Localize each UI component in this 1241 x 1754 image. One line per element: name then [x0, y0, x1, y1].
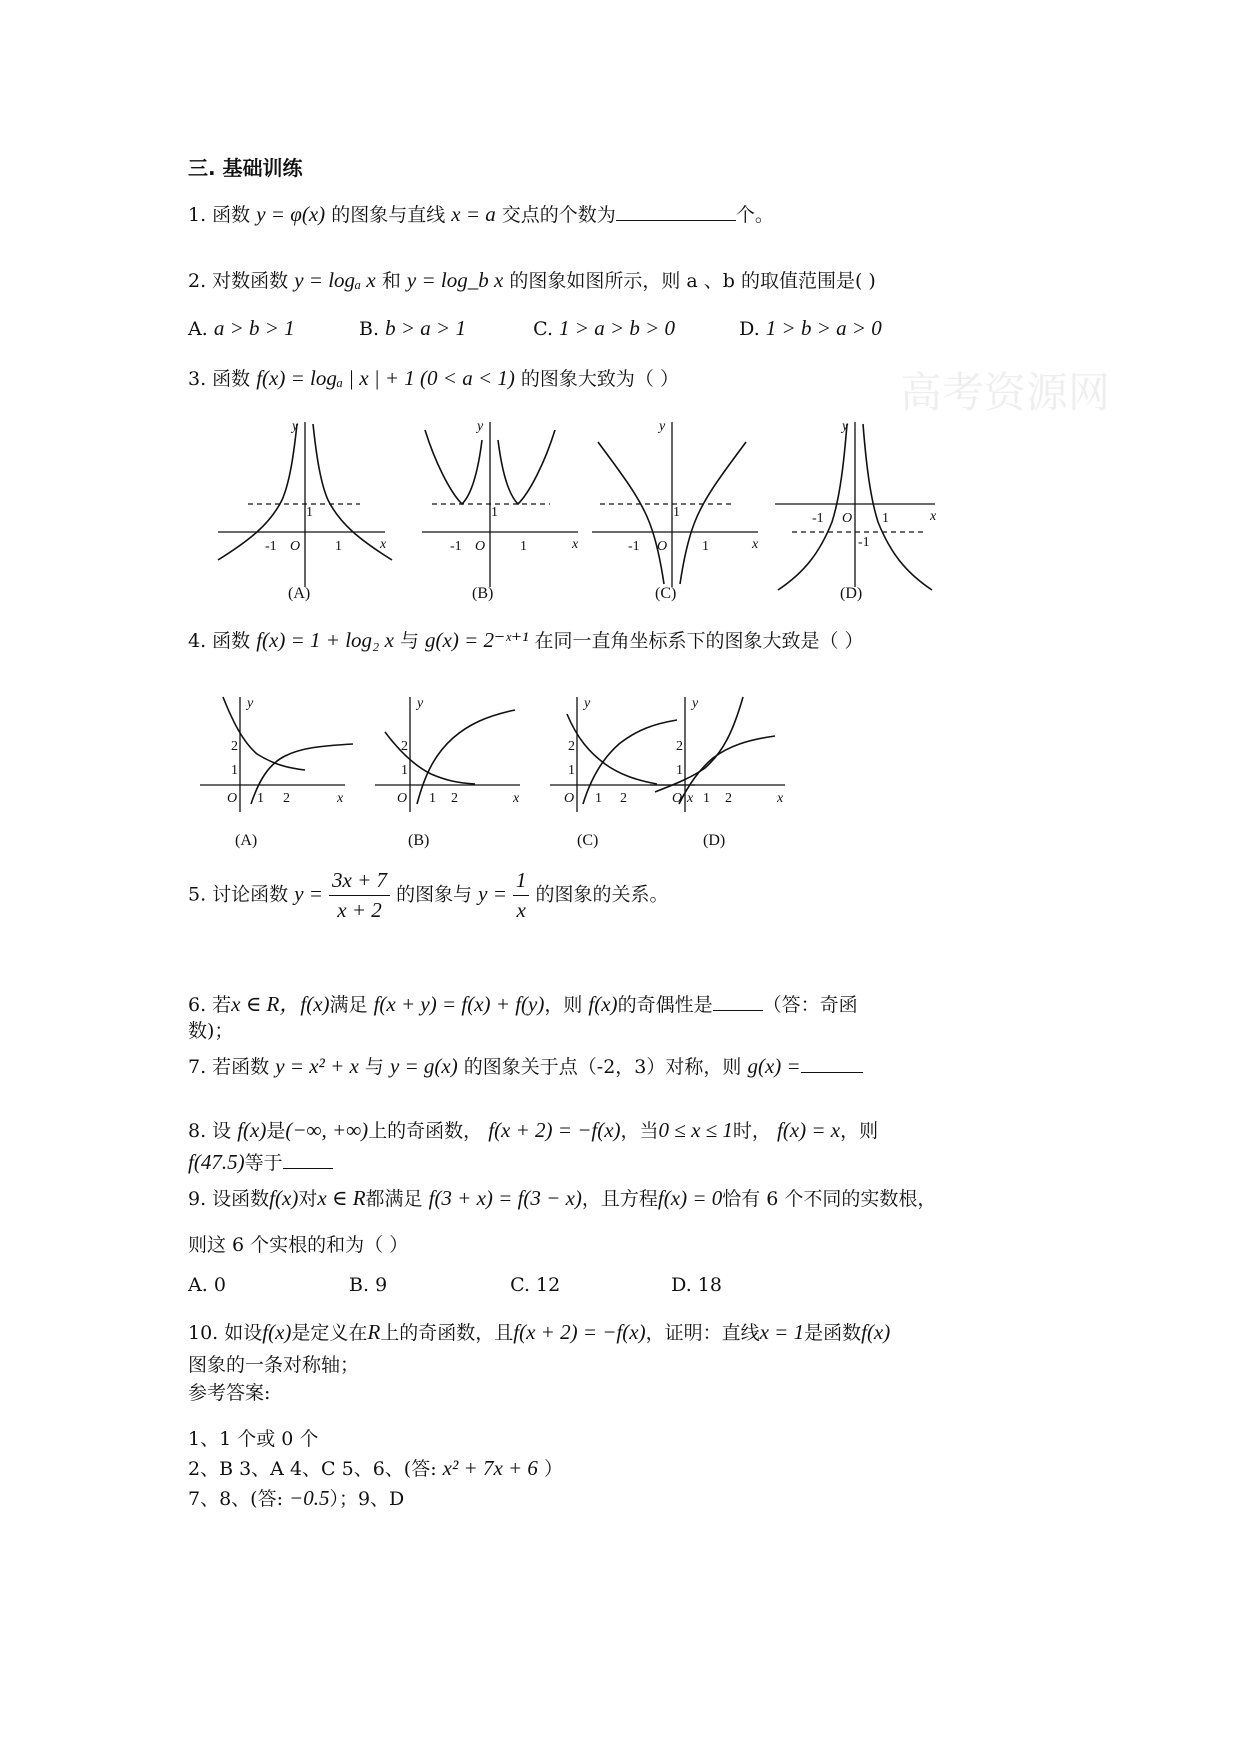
q6-mid: 满足 — [329, 994, 368, 1016]
answer-1: 1、1 个或 0 个 — [188, 1428, 319, 1450]
q10-mid2: 上的奇函数，且 — [380, 1322, 514, 1344]
svg-text:1: 1 — [429, 791, 436, 806]
q3-pre: 3. 函数 — [188, 368, 251, 390]
q6-line1: 6. 若 — [188, 994, 232, 1016]
question-4 — [188, 626, 864, 653]
svg-text:1: 1 — [257, 791, 264, 806]
svg-text:1: 1 — [231, 763, 238, 778]
q8-mid2: 上的奇函数， — [368, 1120, 483, 1142]
q7-gx: g(x) = — [747, 1054, 801, 1078]
q2-formula2: y = log_b x — [406, 268, 504, 292]
q4-formula: f(x) = 1 + log₂ x — [256, 628, 394, 652]
q6-fx: f(x) — [588, 992, 618, 1016]
svg-text:x: x — [513, 791, 520, 806]
q8-domain: (−∞, +∞) — [285, 1118, 369, 1142]
q3-graph-a[interactable] — [218, 419, 392, 587]
svg-text:x: x — [687, 791, 694, 806]
q4-pre: 4. 函数 — [188, 630, 251, 652]
q8-line2-text: 等于 — [244, 1152, 283, 1174]
question-3 — [188, 364, 679, 391]
q10-mid: 是定义在 — [291, 1322, 368, 1344]
svg-text:2: 2 — [568, 739, 575, 754]
question-10 — [188, 1318, 890, 1345]
q3-formula: f(x) = logₐ | x | + 1 (0 < a < 1) — [256, 366, 515, 390]
svg-text:2: 2 — [620, 791, 627, 806]
q10-fx: f(x) — [262, 1320, 292, 1344]
watermark: 高考资源网 — [900, 368, 1111, 417]
question-2 — [188, 266, 876, 293]
q8-mid: 是 — [266, 1120, 286, 1142]
svg-text:2: 2 — [676, 739, 683, 754]
answers-title: 参考答案: — [188, 1382, 271, 1404]
q2-pre: 2. 对数函数 — [188, 270, 289, 292]
q7-mid: 与 — [364, 1056, 384, 1078]
svg-text:y: y — [247, 696, 254, 711]
q9-options — [188, 1274, 826, 1296]
svg-text:y: y — [477, 419, 484, 434]
q10-mid4: 是函数 — [804, 1322, 862, 1344]
q2-options — [188, 316, 939, 341]
svg-text:-1: -1 — [858, 535, 870, 550]
q6-post2: 的奇偶性是 — [617, 994, 713, 1016]
svg-text:2: 2 — [451, 791, 458, 806]
q5-mid: 的图象与 — [396, 883, 473, 906]
q8-fx: f(x) — [237, 1118, 267, 1142]
q7-pre: 7. 若函数 — [188, 1056, 270, 1078]
q4-mid: 与 — [399, 630, 419, 652]
svg-text:-1: -1 — [812, 511, 824, 526]
q6-eq: f(x + y) = f(x) + f(y) — [373, 992, 545, 1016]
q4-caption-d: (D) — [703, 832, 726, 849]
q9-cond: x ∈ R — [317, 1186, 366, 1210]
svg-text:O: O — [657, 539, 668, 554]
q10-line2: 图象的一条对称轴； — [188, 1354, 360, 1376]
question-9 — [188, 1184, 936, 1211]
answer-2: 2、B 3、A 4、C 5、6、(答: x² + 7x + 6 ） — [188, 1456, 563, 1480]
q1-post: 交点的个数为 — [501, 204, 616, 226]
q10-R: R — [367, 1320, 381, 1344]
svg-text:O: O — [842, 511, 853, 526]
q4-graphs — [195, 692, 895, 852]
svg-text:-1: -1 — [628, 539, 640, 554]
svg-text:1: 1 — [335, 539, 342, 554]
q10-fx2: f(x) — [861, 1320, 891, 1344]
q9-fx: f(x) — [269, 1186, 299, 1210]
q9-mid3: ，且方程 — [581, 1188, 658, 1210]
q1-pre: 1. 函数 — [188, 204, 251, 226]
q8-post: ，则 — [840, 1120, 879, 1142]
svg-text:y: y — [584, 696, 591, 711]
q9-pre: 9. 设函数 — [188, 1188, 270, 1210]
svg-text:1: 1 — [676, 763, 683, 778]
answer-2-formula: x² + 7x + 6 — [442, 1456, 538, 1480]
q10-eq: f(x + 2) = −f(x) — [513, 1320, 646, 1344]
q8-line2 — [188, 1148, 333, 1175]
q3-graph-b[interactable] — [422, 419, 579, 587]
svg-text:-1: -1 — [265, 539, 277, 554]
answer-3: 7、8、(答: −0.5）；9、D — [188, 1486, 405, 1510]
svg-text:O: O — [290, 539, 301, 554]
q3-graphs — [210, 412, 970, 602]
q9-option-c[interactable]: C. 12 — [510, 1274, 561, 1296]
svg-text:1: 1 — [595, 791, 602, 806]
q4-caption-b: (B) — [408, 832, 430, 849]
svg-text:1: 1 — [568, 763, 575, 778]
svg-text:O: O — [227, 791, 238, 806]
q1-formula2: x = a — [451, 202, 496, 226]
svg-text:1: 1 — [673, 505, 680, 520]
svg-text:x: x — [572, 537, 579, 552]
q9-mid: 对 — [298, 1188, 318, 1210]
svg-text:-1: -1 — [450, 539, 462, 554]
svg-text:1: 1 — [306, 505, 313, 520]
question-1 — [188, 200, 774, 227]
question-7 — [188, 1052, 863, 1079]
q9-eq2: f(x) = 0 — [657, 1186, 723, 1210]
q4-graph-a[interactable] — [200, 696, 353, 812]
section-title: 三. 基础训练 — [188, 156, 303, 180]
q10-eq2: x = 1 — [759, 1320, 805, 1344]
q7-answer-blank[interactable] — [801, 1071, 863, 1073]
q8-mid4: 时， — [732, 1120, 771, 1142]
q8-eq: f(x + 2) = −f(x) — [488, 1118, 621, 1142]
q7-post: 的图象关于点（-2，3）对称，则 — [463, 1056, 742, 1078]
svg-text:2: 2 — [231, 739, 238, 754]
svg-text:1: 1 — [491, 505, 498, 520]
q8-cond: 0 ≤ x ≤ 1 — [658, 1118, 733, 1142]
q2-mid: 和 — [381, 270, 401, 292]
q2-formula: y = logₐ x — [294, 268, 376, 292]
svg-text:1: 1 — [401, 763, 408, 778]
svg-text:O: O — [672, 791, 683, 806]
q3-caption-d: (D) — [840, 585, 863, 602]
q9-eq: f(3 + x) = f(3 − x) — [428, 1186, 582, 1210]
q5-post: 的图象的关系。 — [535, 883, 669, 906]
question-8 — [188, 1116, 878, 1143]
q3-post: 的图象大致为（ ） — [520, 368, 679, 390]
svg-text:1: 1 — [703, 791, 710, 806]
svg-text:2: 2 — [401, 739, 408, 754]
q9-post: 恰有 6 个不同的实数根， — [722, 1188, 937, 1210]
q8-line2-formula: f(47.5) — [188, 1150, 245, 1174]
svg-text:2: 2 — [283, 791, 290, 806]
answer-3-formula: −0.5 — [289, 1486, 330, 1510]
q8-mid3: ，当 — [620, 1120, 659, 1142]
q2-option-d[interactable]: D. 1 > b > a > 0 — [739, 316, 882, 340]
q8-answer-blank[interactable] — [283, 1167, 333, 1169]
q1-answer-blank[interactable] — [616, 219, 736, 221]
q4-graph-d[interactable] — [650, 696, 785, 812]
q9-option-a[interactable]: A. 0 — [188, 1274, 226, 1296]
q10-pre: 10. 如设 — [188, 1322, 263, 1344]
svg-text:O: O — [397, 791, 408, 806]
svg-text:y: y — [292, 419, 299, 434]
svg-text:O: O — [475, 539, 486, 554]
q6-post: ，则 — [544, 994, 583, 1016]
q6-line2: 数)； — [188, 1020, 234, 1042]
q3-graph-c[interactable] — [592, 419, 759, 587]
q10-mid3: ，证明：直线 — [645, 1322, 760, 1344]
q8-eq2: f(x) = x — [776, 1118, 841, 1142]
q5-fraction-2: $\frac{1}{x}$ — [513, 868, 530, 923]
q7-formula2: y = g(x) — [389, 1054, 458, 1078]
svg-text:1: 1 — [520, 539, 527, 554]
question-6 — [188, 988, 858, 1018]
svg-text:x: x — [752, 537, 759, 552]
svg-text:x: x — [380, 537, 387, 552]
q1-formula: y = φ(x) — [256, 202, 326, 226]
q6-answer-blank[interactable] — [713, 1009, 763, 1011]
question-5: 5. 讨论函数 y = $\frac{3x + 7}{x + 2}$ 的图象与 y = $\frac{1}{x}$ 的图象的关系。 — [188, 868, 669, 922]
q2-post: 的图象如图所示，则 a 、b 的取值范围是( ) — [509, 270, 876, 292]
q9-line2: 则这 6 个实根的和为（ ） — [188, 1234, 409, 1256]
q4-graph-b[interactable] — [375, 696, 520, 812]
q4-caption-c: (C) — [577, 832, 599, 849]
svg-text:2: 2 — [725, 791, 732, 806]
svg-text:1: 1 — [882, 511, 889, 526]
q7-formula: y = x² + x — [275, 1054, 359, 1078]
q3-caption-c: (C) — [655, 585, 677, 602]
q2-option-c[interactable]: C. 1 > a > b > 0 — [533, 316, 676, 340]
q3-caption-b: (B) — [472, 585, 494, 602]
q9-option-b[interactable]: B. 9 — [349, 1274, 388, 1296]
svg-text:y: y — [842, 419, 849, 434]
svg-text:x: x — [777, 791, 784, 806]
q6-cond: x ∈ R，f(x) — [231, 992, 330, 1016]
q4-post: 在同一直角坐标系下的图象大致是（ ） — [534, 630, 864, 652]
q2-option-a[interactable]: A. a > b > 1 — [188, 316, 295, 340]
q5-fraction-1: $\frac{3x + 7}{x + 2}$ — [329, 868, 390, 923]
svg-text:O: O — [564, 791, 575, 806]
svg-text:y: y — [417, 696, 424, 711]
q3-caption-a: (A) — [288, 585, 311, 602]
q3-graph-d[interactable] — [775, 419, 937, 590]
q2-option-b[interactable]: B. b > a > 1 — [359, 316, 466, 340]
svg-text:x: x — [337, 791, 344, 806]
q4-formula2: g(x) = 2⁻ˣ⁺¹ — [425, 628, 529, 652]
q9-mid2: 都满足 — [365, 1188, 423, 1210]
svg-text:y: y — [692, 696, 699, 711]
q1-tail: 个。 — [735, 204, 774, 226]
q9-option-d[interactable]: D. 18 — [671, 1274, 722, 1296]
q6-answer: （答：奇函 — [762, 994, 858, 1016]
svg-text:y: y — [659, 419, 666, 434]
q8-pre: 8. 设 — [188, 1120, 232, 1142]
q1-mid: 的图象与直线 — [331, 204, 446, 226]
svg-text:x: x — [930, 509, 937, 524]
q5-pre: 5. 讨论函数 — [188, 883, 289, 906]
q4-caption-a: (A) — [235, 832, 258, 849]
svg-text:1: 1 — [702, 539, 709, 554]
